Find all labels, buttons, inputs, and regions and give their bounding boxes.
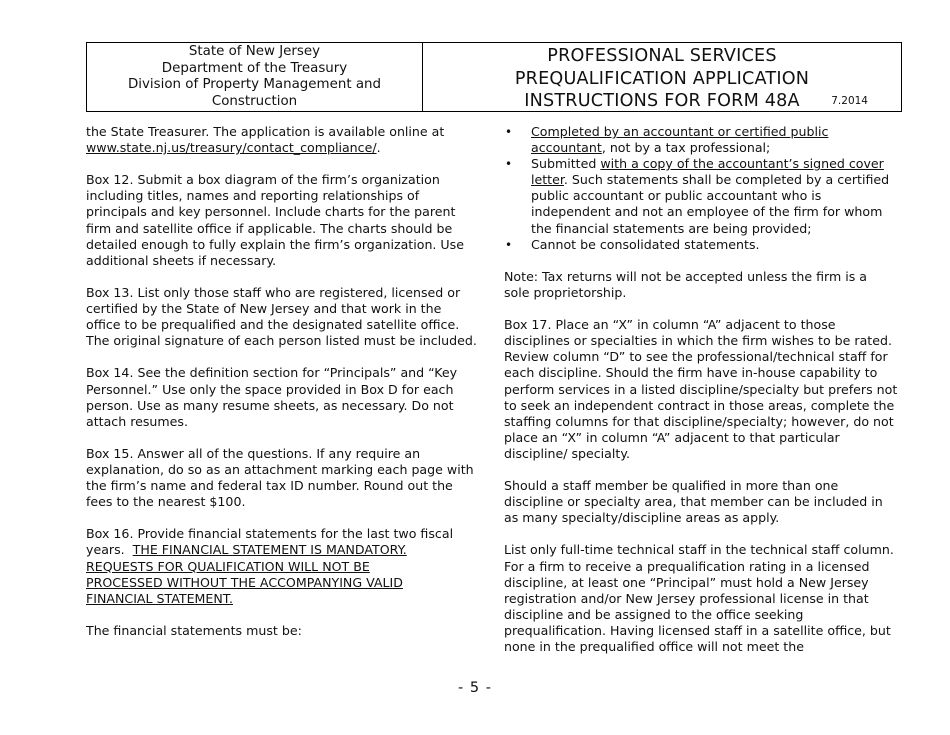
form-header — [86, 42, 902, 112]
bullet-icon: • — [505, 237, 513, 252]
agency-line: State of New Jersey — [188, 44, 321, 59]
list-item: • Completed by an accountant or certified public accountant, not by a tax professional; — [505, 124, 829, 156]
box13-paragraph: Box 13. List only those staff who are registered, licensed or certified by the State of New Jersey and that work in the office to be prequalified and the designated satellite office. The original signature of each person listed must be included. — [86, 284, 477, 349]
list-item: • Cannot be consolidated statements. — [505, 236, 760, 252]
title-line: PREQUALIFICATION APPLICATION — [514, 68, 810, 89]
left-column — [86, 124, 477, 639]
right-column — [504, 124, 898, 655]
compliance-link[interactable]: www.state.nj.us/treasury/contact_compliance/ — [86, 140, 377, 156]
bullet-icon: • — [505, 125, 513, 139]
title-line: INSTRUCTIONS FOR FORM 48A — [524, 91, 800, 112]
box14-paragraph: Box 14. See the definition section for “Principals” and “Key Personnel.” Use only the space provided in Box D for each person. Use as many resume sheets, as necessary. Do not attach resumes. — [86, 365, 458, 429]
box17-paragraph: Box 17. Place an “X” in column “A” adjacent to those disciplines or specialties in which the firm wishes to be rated. Review column “D” to see the professional/technical staff for each discipline. Should the firm have in-house capability to perform services in a listed discipline/specialty but prefers not to seek an independent contract in those areas, complete the staffing columns for that discipline/specialty; however, do not place an “X” in column “A” adjacent to that particular discipline/ specialty. — [504, 317, 898, 461]
intro-line: the State Treasurer. The application is available online at — [86, 124, 445, 139]
page-number: - 5 - — [458, 680, 492, 696]
tax-return-note: Note: Tax returns will not be accepted unless the firm is a sole proprietorship. — [504, 268, 868, 300]
mandatory-notice: THE FINANCIAL STATEMENT IS MANDATORY. — [132, 542, 407, 558]
title-block — [423, 43, 901, 111]
box12-paragraph: Box 12. Submit a box diagram of the firm’s organization including titles, names and reporting relationships of principals and key personnel. Include charts for the parent firm and satellite office if applicable. The charts should be detailed enough to fully explain the firm’s organization. Use additional sheets if necessary. — [86, 172, 464, 268]
agency-line: Division of Property Management and — [127, 77, 382, 92]
agency-block — [87, 43, 423, 111]
requirements-list — [504, 124, 889, 253]
bullet-icon: • — [505, 157, 513, 172]
full-time-staff-paragraph: List only full-time technical staff in the technical staff column. For a firm to receive a prequalification rating in a licensed discipline, at least one “Principal” must hold a New Jersey registration and/or New Jersey professional license in that discipline and be assigned to the office seeking prequalification. Having licensed staff in a satellite office, but none in the prequalified office will not meet the — [504, 542, 894, 654]
list-item: • Submitted with a copy of the accountant’s signed cover letter. Such statements shall be completed by a certified public accountant or public accountant who is independent and not an employee of the firm for whom the financial statements are being provided; — [505, 156, 890, 236]
staff-member-paragraph: Should a staff member be qualified in more than one discipline or specialty area, that member can be included in as many specialty/discipline areas as apply. — [504, 478, 883, 526]
revision-date: 7.2014 — [831, 95, 868, 107]
box16-paragraph: Box 16. Provide financial statements for the last two fiscal years. THE FINANCIAL STATEMENT IS MANDATORY. REQUESTS FOR QUALIFICATION WILL NOT BE PROCESSED WITHOUT THE ACCOMPANYING VALID FINANCIAL STATEMENT. — [86, 526, 454, 606]
intro-period: . — [376, 140, 381, 156]
title-line: PROFESSIONAL SERVICES — [547, 46, 777, 66]
box15-paragraph: Box 15. Answer all of the questions. If any require an explanation, do so as an attachment marking each page with the firm’s name and federal tax ID number. Round out the fees to the nearest $100. — [86, 445, 474, 510]
financial-statements-lead: The financial statements must be: — [86, 622, 302, 638]
agency-line: Construction — [211, 93, 298, 109]
agency-line: Department of the Treasury — [161, 60, 348, 76]
